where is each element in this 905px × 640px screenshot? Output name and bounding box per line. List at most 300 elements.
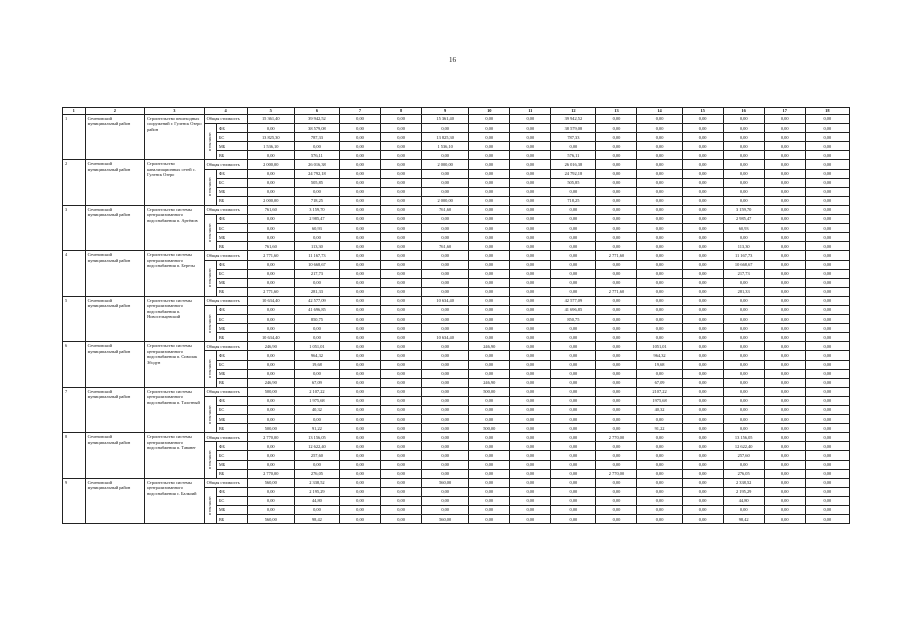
value-cell: 0,00 — [764, 415, 805, 424]
value-cell: 246,90 — [247, 342, 294, 351]
vertical-label: в том числе: — [208, 495, 213, 515]
value-cell: 0,00 — [551, 233, 596, 242]
value-cell: 0,00 — [551, 324, 596, 333]
value-cell: 0,00 — [381, 305, 422, 314]
value-cell: 0,00 — [340, 396, 381, 405]
value-cell: 0,00 — [805, 415, 849, 424]
total-label: Общая стоимость — [204, 342, 247, 351]
value-cell: 0,00 — [596, 387, 637, 396]
value-cell: 0,00 — [596, 487, 637, 496]
value-cell: 0,00 — [340, 324, 381, 333]
value-cell: 0,00 — [637, 215, 682, 224]
value-cell: 0,00 — [381, 315, 422, 324]
value-cell: 0,00 — [340, 160, 381, 169]
value-cell: 0,00 — [637, 415, 682, 424]
value-cell: 0,00 — [510, 496, 551, 505]
value-cell: 0,00 — [551, 515, 596, 524]
value-cell: 0,00 — [469, 396, 510, 405]
value-cell: 2 771,60 — [247, 251, 294, 260]
value-cell: 0,00 — [682, 278, 723, 287]
value-cell: 0,00 — [764, 351, 805, 360]
value-cell: 0,00 — [469, 124, 510, 133]
value-cell: 0,00 — [340, 369, 381, 378]
value-cell: 0,00 — [805, 278, 849, 287]
value-cell: 2 770,00 — [596, 469, 637, 478]
value-cell: 0,00 — [422, 487, 469, 496]
value-cell: 0,00 — [637, 451, 682, 460]
value-cell: 0,00 — [510, 324, 551, 333]
object-name-cell: Строительство системы централизованного водоснабжения п. Артёмов — [145, 205, 205, 250]
value-cell: 0,00 — [469, 496, 510, 505]
value-cell: 0,00 — [596, 124, 637, 133]
value-cell: 44,80 — [294, 496, 339, 505]
value-cell: 0,00 — [340, 433, 381, 442]
value-cell: 0,00 — [551, 251, 596, 260]
value-cell: 0,00 — [764, 260, 805, 269]
value-cell: 0,00 — [469, 178, 510, 187]
value-cell: 0,00 — [340, 133, 381, 142]
value-cell: 0,00 — [764, 178, 805, 187]
total-label: Общая стоимость — [204, 296, 247, 305]
value-cell: 761,60 — [247, 205, 294, 214]
value-cell: 98,42 — [723, 515, 764, 524]
value-cell: 0,00 — [469, 151, 510, 160]
value-cell: 2 771,60 — [247, 287, 294, 296]
value-cell: 0,00 — [247, 187, 294, 196]
value-cell: 98,42 — [294, 515, 339, 524]
vertical-label-cell — [204, 442, 216, 478]
value-cell: 0,00 — [682, 360, 723, 369]
value-cell: 0,00 — [469, 215, 510, 224]
value-cell: 0,00 — [682, 396, 723, 405]
row-index: 9 — [63, 478, 86, 523]
value-cell: 42 577,09 — [551, 296, 596, 305]
value-cell: 0,00 — [422, 351, 469, 360]
value-cell: 0,00 — [247, 496, 294, 505]
value-cell: 0,00 — [422, 406, 469, 415]
vertical-label: в том числе: — [208, 359, 213, 378]
value-cell: 217,73 — [723, 269, 764, 278]
value-cell: 0,00 — [637, 151, 682, 160]
value-cell: 0,00 — [422, 378, 469, 387]
value-cell: 0,00 — [723, 351, 764, 360]
value-cell: 0,00 — [469, 478, 510, 487]
value-cell: 0,00 — [510, 178, 551, 187]
value-cell: 0,00 — [340, 415, 381, 424]
value-cell: 0,00 — [469, 415, 510, 424]
value-cell: 0,00 — [805, 251, 849, 260]
value-cell: 0,00 — [637, 296, 682, 305]
value-cell: 0,00 — [422, 342, 469, 351]
value-cell: 246,90 — [247, 378, 294, 387]
value-cell: 0,00 — [551, 460, 596, 469]
value-cell: 0,00 — [805, 224, 849, 233]
value-cell: 0,00 — [510, 224, 551, 233]
value-cell: 10 668,67 — [294, 260, 339, 269]
value-cell: 0,00 — [340, 442, 381, 451]
value-cell: 0,00 — [682, 224, 723, 233]
value-cell: 0,00 — [381, 506, 422, 515]
value-cell: 0,00 — [682, 133, 723, 142]
value-cell: 0,00 — [596, 324, 637, 333]
value-cell: 0,00 — [596, 233, 637, 242]
value-cell: 0,00 — [469, 515, 510, 524]
value-cell: 0,00 — [381, 160, 422, 169]
value-cell: 0,00 — [340, 151, 381, 160]
value-cell: 0,00 — [381, 478, 422, 487]
funding-source-label: БС — [216, 224, 247, 233]
value-cell: 0,00 — [682, 333, 723, 342]
value-cell: 38 579,08 — [294, 124, 339, 133]
value-cell: 3 159,70 — [294, 205, 339, 214]
value-cell: 0,00 — [422, 287, 469, 296]
value-cell: 0,00 — [805, 478, 849, 487]
value-cell: 0,00 — [596, 442, 637, 451]
value-cell: 0,00 — [551, 506, 596, 515]
value-cell: 0,00 — [381, 260, 422, 269]
value-cell: 0,00 — [637, 506, 682, 515]
value-cell: 0,00 — [551, 224, 596, 233]
value-cell: 0,00 — [805, 151, 849, 160]
value-cell: 0,00 — [422, 387, 469, 396]
value-cell: 38 579,08 — [551, 124, 596, 133]
value-cell: 0,00 — [340, 387, 381, 396]
value-cell: 0,00 — [596, 215, 637, 224]
value-cell: 0,00 — [510, 269, 551, 278]
value-cell: 0,00 — [422, 187, 469, 196]
value-cell: 0,00 — [596, 205, 637, 214]
value-cell: 0,00 — [247, 460, 294, 469]
table-row — [63, 160, 850, 169]
object-name-cell: Строительство системы централизованного водоснабжения п. Березы — [145, 251, 205, 296]
value-cell: 0,00 — [637, 260, 682, 269]
value-cell: 0,00 — [381, 287, 422, 296]
value-cell: 0,00 — [805, 342, 849, 351]
value-cell: 0,00 — [422, 224, 469, 233]
value-cell: 0,00 — [805, 296, 849, 305]
header-cell: 15 — [682, 108, 723, 115]
value-cell: 500,00 — [247, 387, 294, 396]
value-cell: 0,00 — [805, 387, 849, 396]
funding-source-label: ФБ — [216, 442, 247, 451]
value-cell: 0,00 — [764, 187, 805, 196]
value-cell: 0,00 — [805, 287, 849, 296]
value-cell: 0,00 — [551, 360, 596, 369]
value-cell: 0,00 — [637, 233, 682, 242]
funding-source-label: БС — [216, 496, 247, 505]
value-cell: 41 696,85 — [551, 305, 596, 314]
value-cell: 0,00 — [510, 333, 551, 342]
value-cell: 0,00 — [469, 333, 510, 342]
value-cell: 12 622,40 — [294, 442, 339, 451]
value-cell: 13 825,30 — [247, 133, 294, 142]
total-label: Общая стоимость — [204, 433, 247, 442]
value-cell: 0,00 — [510, 351, 551, 360]
value-cell: 0,00 — [294, 415, 339, 424]
value-cell: 0,00 — [723, 396, 764, 405]
value-cell: 0,00 — [723, 324, 764, 333]
value-cell: 0,00 — [551, 260, 596, 269]
district-cell: Сеченовский муниципальный район — [85, 433, 145, 478]
value-cell: 0,00 — [340, 378, 381, 387]
value-cell: 0,00 — [247, 487, 294, 496]
value-cell: 0,00 — [469, 251, 510, 260]
value-cell: 0,00 — [469, 460, 510, 469]
value-cell: 787,33 — [551, 133, 596, 142]
value-cell: 0,00 — [381, 424, 422, 433]
value-cell: 0,00 — [805, 315, 849, 324]
value-cell: 19,68 — [294, 360, 339, 369]
value-cell: 0,00 — [469, 433, 510, 442]
value-cell: 0,00 — [510, 124, 551, 133]
value-cell: 0,00 — [510, 460, 551, 469]
value-cell: 0,00 — [510, 387, 551, 396]
value-cell: 0,00 — [764, 515, 805, 524]
value-cell: 0,00 — [723, 124, 764, 133]
value-cell: 0,00 — [551, 424, 596, 433]
value-cell: 0,00 — [637, 224, 682, 233]
value-cell: 246,90 — [469, 378, 510, 387]
header-cell: 16 — [723, 108, 764, 115]
value-cell: 0,00 — [422, 415, 469, 424]
value-cell: 0,00 — [422, 469, 469, 478]
value-cell: 0,00 — [596, 360, 637, 369]
value-cell: 0,00 — [469, 296, 510, 305]
value-cell: 0,00 — [510, 133, 551, 142]
value-cell: 560,00 — [247, 478, 294, 487]
header-cell: 13 — [596, 108, 637, 115]
value-cell: 0,00 — [340, 478, 381, 487]
value-cell: 964,32 — [637, 351, 682, 360]
district-cell: Сеченовский муниципальный район — [85, 387, 145, 432]
value-cell: 0,00 — [682, 115, 723, 124]
header-cell: 11 — [510, 108, 551, 115]
value-cell: 0,00 — [764, 342, 805, 351]
value-cell: 500,00 — [469, 424, 510, 433]
value-cell: 500,00 — [469, 387, 510, 396]
value-cell: 0,00 — [682, 442, 723, 451]
value-cell: 0,00 — [637, 251, 682, 260]
value-cell: 3 159,70 — [723, 205, 764, 214]
vertical-label-cell — [204, 124, 216, 160]
district-cell: Сеченовский муниципальный район — [85, 478, 145, 523]
value-cell: 0,00 — [422, 424, 469, 433]
value-cell: 15 361,40 — [247, 115, 294, 124]
value-cell: 10 668,67 — [723, 260, 764, 269]
value-cell: 0,00 — [247, 451, 294, 460]
value-cell: 0,00 — [340, 215, 381, 224]
vertical-label-cell — [204, 305, 216, 341]
value-cell: 0,00 — [682, 342, 723, 351]
value-cell: 0,00 — [682, 151, 723, 160]
total-label: Общая стоимость — [204, 251, 247, 260]
value-cell: 0,00 — [764, 115, 805, 124]
value-cell: 0,00 — [510, 160, 551, 169]
value-cell: 850,75 — [551, 315, 596, 324]
value-cell: 0,00 — [551, 142, 596, 151]
value-cell: 0,00 — [764, 205, 805, 214]
value-cell: 0,00 — [596, 333, 637, 342]
value-cell: 0,00 — [764, 324, 805, 333]
value-cell: 0,00 — [510, 433, 551, 442]
value-cell: 0,00 — [510, 142, 551, 151]
value-cell: 0,00 — [294, 142, 339, 151]
value-cell: 0,00 — [682, 415, 723, 424]
value-cell: 91,22 — [294, 424, 339, 433]
value-cell: 0,00 — [510, 242, 551, 251]
value-cell: 0,00 — [294, 187, 339, 196]
value-cell: 0,00 — [682, 205, 723, 214]
value-cell: 276,05 — [723, 469, 764, 478]
value-cell: 0,00 — [510, 115, 551, 124]
value-cell: 2 000,00 — [422, 196, 469, 205]
value-cell: 0,00 — [340, 506, 381, 515]
value-cell: 0,00 — [294, 233, 339, 242]
value-cell: 0,00 — [422, 360, 469, 369]
value-cell: 0,00 — [551, 242, 596, 251]
object-name-cell: Строительство системы централизованного водоснабжения п. Талотный — [145, 387, 205, 432]
value-cell: 0,00 — [805, 215, 849, 224]
value-cell: 0,00 — [381, 433, 422, 442]
value-cell: 0,00 — [637, 205, 682, 214]
value-cell: 0,00 — [247, 406, 294, 415]
value-cell: 0,00 — [723, 296, 764, 305]
value-cell: 2 770,00 — [596, 433, 637, 442]
value-cell: 0,00 — [340, 333, 381, 342]
vertical-label: в том числе: — [208, 177, 213, 197]
value-cell: 0,00 — [805, 115, 849, 124]
value-cell: 0,00 — [596, 142, 637, 151]
value-cell: 0,00 — [469, 205, 510, 214]
value-cell: 0,00 — [805, 305, 849, 314]
value-cell: 10 634,40 — [247, 296, 294, 305]
total-label: Общая стоимость — [204, 478, 247, 487]
funding-source-label: ФБ — [216, 260, 247, 269]
value-cell: 0,00 — [637, 133, 682, 142]
value-cell: 0,00 — [510, 315, 551, 324]
vertical-label: в том числе: — [208, 450, 213, 469]
header-cell: 1 — [63, 108, 86, 115]
table-row — [63, 115, 850, 124]
value-cell: 0,00 — [422, 260, 469, 269]
value-cell: 0,00 — [637, 305, 682, 314]
value-cell: 0,00 — [294, 460, 339, 469]
value-cell: 0,00 — [381, 169, 422, 178]
value-cell: 2 195,29 — [294, 487, 339, 496]
value-cell: 0,00 — [764, 151, 805, 160]
value-cell: 1 051,01 — [294, 342, 339, 351]
value-cell: 0,00 — [381, 133, 422, 142]
header-cell: 9 — [422, 108, 469, 115]
value-cell: 0,00 — [682, 178, 723, 187]
value-cell: 0,00 — [682, 478, 723, 487]
value-cell: 0,00 — [510, 260, 551, 269]
value-cell: 0,00 — [469, 196, 510, 205]
value-cell: 0,00 — [764, 269, 805, 278]
funding-source-label: ВБ — [216, 378, 247, 387]
value-cell: 0,00 — [551, 496, 596, 505]
value-cell: 0,00 — [469, 278, 510, 287]
value-cell: 0,00 — [723, 315, 764, 324]
funding-source-label: МБ — [216, 233, 247, 242]
value-cell: 0,00 — [510, 233, 551, 242]
value-cell: 0,00 — [422, 124, 469, 133]
value-cell: 0,00 — [682, 433, 723, 442]
value-cell: 0,00 — [723, 305, 764, 314]
value-cell: 0,00 — [510, 296, 551, 305]
value-cell: 0,00 — [469, 506, 510, 515]
value-cell: 0,00 — [469, 115, 510, 124]
value-cell: 0,00 — [381, 187, 422, 196]
value-cell: 0,00 — [551, 351, 596, 360]
value-cell: 10 634,40 — [422, 333, 469, 342]
value-cell: 0,00 — [247, 396, 294, 405]
value-cell: 560,00 — [422, 515, 469, 524]
vertical-label: в том числе: — [208, 268, 213, 287]
value-cell: 0,00 — [469, 269, 510, 278]
value-cell: 0,00 — [682, 187, 723, 196]
value-cell: 0,00 — [805, 469, 849, 478]
value-cell: 39 942,52 — [294, 115, 339, 124]
value-cell: 0,00 — [469, 324, 510, 333]
value-cell: 0,00 — [764, 496, 805, 505]
funding-source-label: БС — [216, 360, 247, 369]
value-cell: 0,00 — [637, 287, 682, 296]
value-cell: 0,00 — [723, 233, 764, 242]
vertical-label-cell — [204, 215, 216, 251]
value-cell: 850,75 — [294, 315, 339, 324]
value-cell: 0,00 — [551, 333, 596, 342]
value-cell: 0,00 — [805, 351, 849, 360]
value-cell: 576,11 — [551, 151, 596, 160]
value-cell: 0,00 — [381, 324, 422, 333]
table-row — [63, 478, 850, 487]
value-cell: 0,00 — [637, 160, 682, 169]
value-cell: 0,00 — [637, 324, 682, 333]
funding-source-label: ВБ — [216, 424, 247, 433]
value-cell: 0,00 — [596, 242, 637, 251]
funding-source-label: МБ — [216, 369, 247, 378]
value-cell: 0,00 — [723, 196, 764, 205]
value-cell: 24 792,18 — [294, 169, 339, 178]
value-cell: 0,00 — [596, 351, 637, 360]
value-cell: 0,00 — [422, 451, 469, 460]
funding-source-label: ВБ — [216, 287, 247, 296]
value-cell: 0,00 — [596, 305, 637, 314]
header-cell: 12 — [551, 108, 596, 115]
value-cell: 0,00 — [340, 124, 381, 133]
funding-source-label: БС — [216, 178, 247, 187]
value-cell: 0,00 — [510, 478, 551, 487]
value-cell: 0,00 — [340, 169, 381, 178]
value-cell: 0,00 — [469, 160, 510, 169]
value-cell: 0,00 — [422, 460, 469, 469]
value-cell: 0,00 — [682, 515, 723, 524]
value-cell: 2 000,00 — [247, 160, 294, 169]
value-cell: 0,00 — [381, 360, 422, 369]
value-cell: 0,00 — [551, 187, 596, 196]
funding-source-label: ВБ — [216, 242, 247, 251]
value-cell: 0,00 — [469, 369, 510, 378]
value-cell: 0,00 — [551, 415, 596, 424]
funding-source-label: ВБ — [216, 469, 247, 478]
value-cell: 217,73 — [294, 269, 339, 278]
value-cell: 0,00 — [723, 460, 764, 469]
value-cell: 0,00 — [637, 433, 682, 442]
value-cell: 0,00 — [381, 278, 422, 287]
value-cell: 0,00 — [469, 242, 510, 251]
value-cell: 0,00 — [637, 496, 682, 505]
